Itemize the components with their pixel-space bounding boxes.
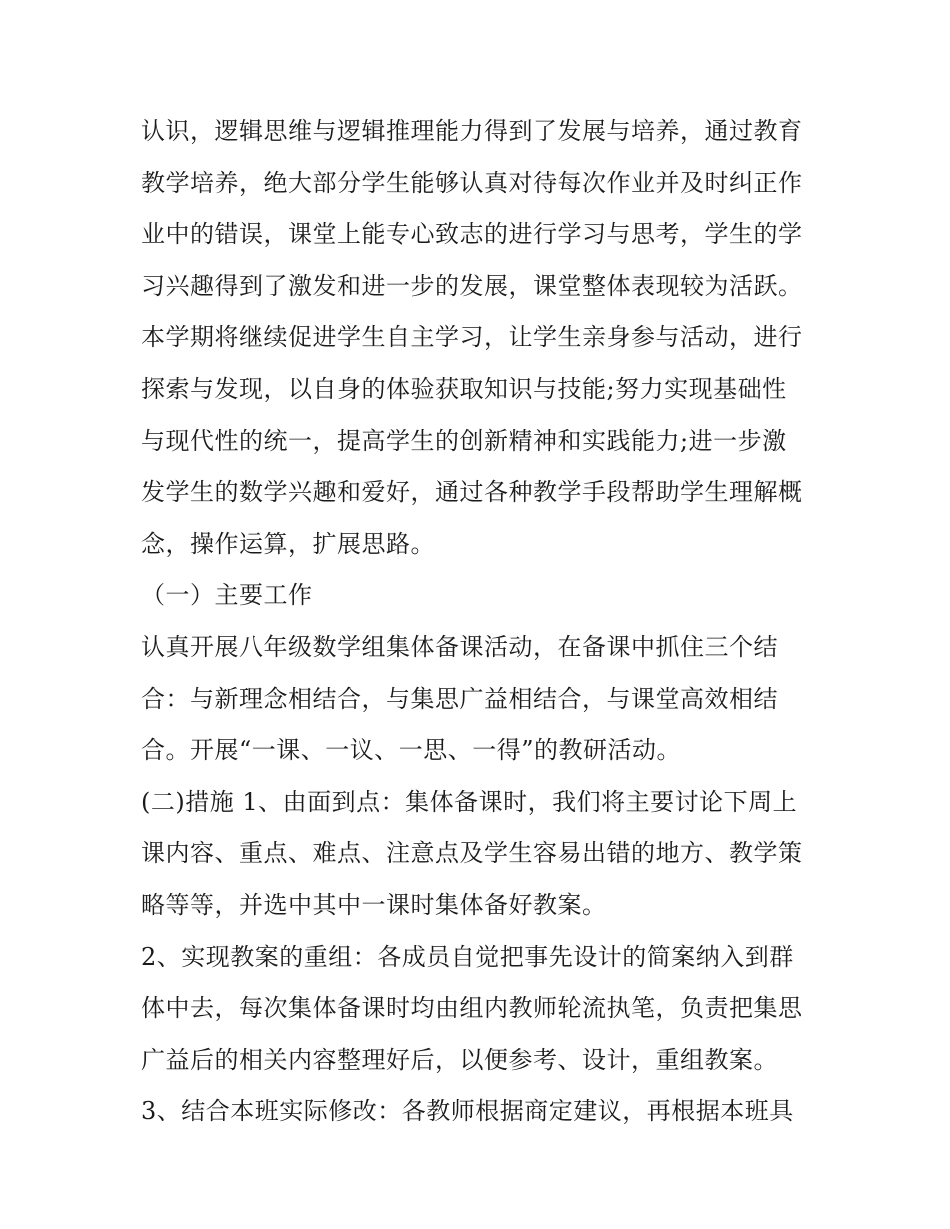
text-line: 发学生的数学兴趣和爱好，通过各种教学手段帮助学生理解概 [141, 478, 803, 507]
text-line: 业中的错误，课堂上能专心致志的进行学习与思考，学生的学 [141, 220, 803, 249]
text-line: 认识，逻辑思维与逻辑推理能力得到了发展与培养，通过教育 [141, 117, 803, 145]
text-line: 合。开展“一课、一议、一思、一得”的教研活动。 [141, 736, 682, 765]
text-line: 探索与发现，以自身的体验获取知识与技能;努力实现基础性 [141, 374, 787, 403]
text-line: 略等等，并选中其中一课时集体备好教案。 [141, 890, 607, 919]
text-line: 认真开展八年级数学组集体备课活动，在备课中抓住三个结 [141, 632, 778, 661]
text-line: 课内容、重点、难点、注意点及学生容易出错的地方、教学策 [141, 839, 803, 868]
text-line: 念，操作运算，扩展思路。 [141, 529, 435, 558]
text-line: 习兴趣得到了激发和进一步的发展，课堂整体表现较为活跃。 [141, 271, 803, 300]
text-line: 2、实现教案的重组：各成员自觉把事先设计的简案纳入到群 [141, 942, 794, 971]
text-line: 3、结合本班实际修改：各教师根据商定建议，再根据本班具 [141, 1097, 794, 1126]
section-heading-main-work: （一）主要工作 [141, 581, 313, 610]
text-line: 教学培养，绝大部分学生能够认真对待每次作业并及时纠正作 [141, 168, 803, 197]
text-line: 体中去，每次集体备课时均由组内教师轮流执笔，负责把集思 [141, 994, 803, 1023]
text-line: 广益后的相关内容整理好后，以便参考、设计，重组教案。 [141, 1045, 778, 1074]
text-line: 与现代性的统一，提高学生的创新精神和实践能力;进一步激 [141, 426, 787, 455]
text-line: 合：与新理念相结合，与集思广益相结合，与课堂高效相结 [141, 684, 778, 713]
text-line: 本学期将继续促进学生自主学习，让学生亲身参与活动，进行 [141, 323, 803, 352]
text-line: (二)措施 1、由面到点：集体备课时，我们将主要讨论下周上 [141, 787, 798, 816]
document-body [141, 106, 821, 1138]
